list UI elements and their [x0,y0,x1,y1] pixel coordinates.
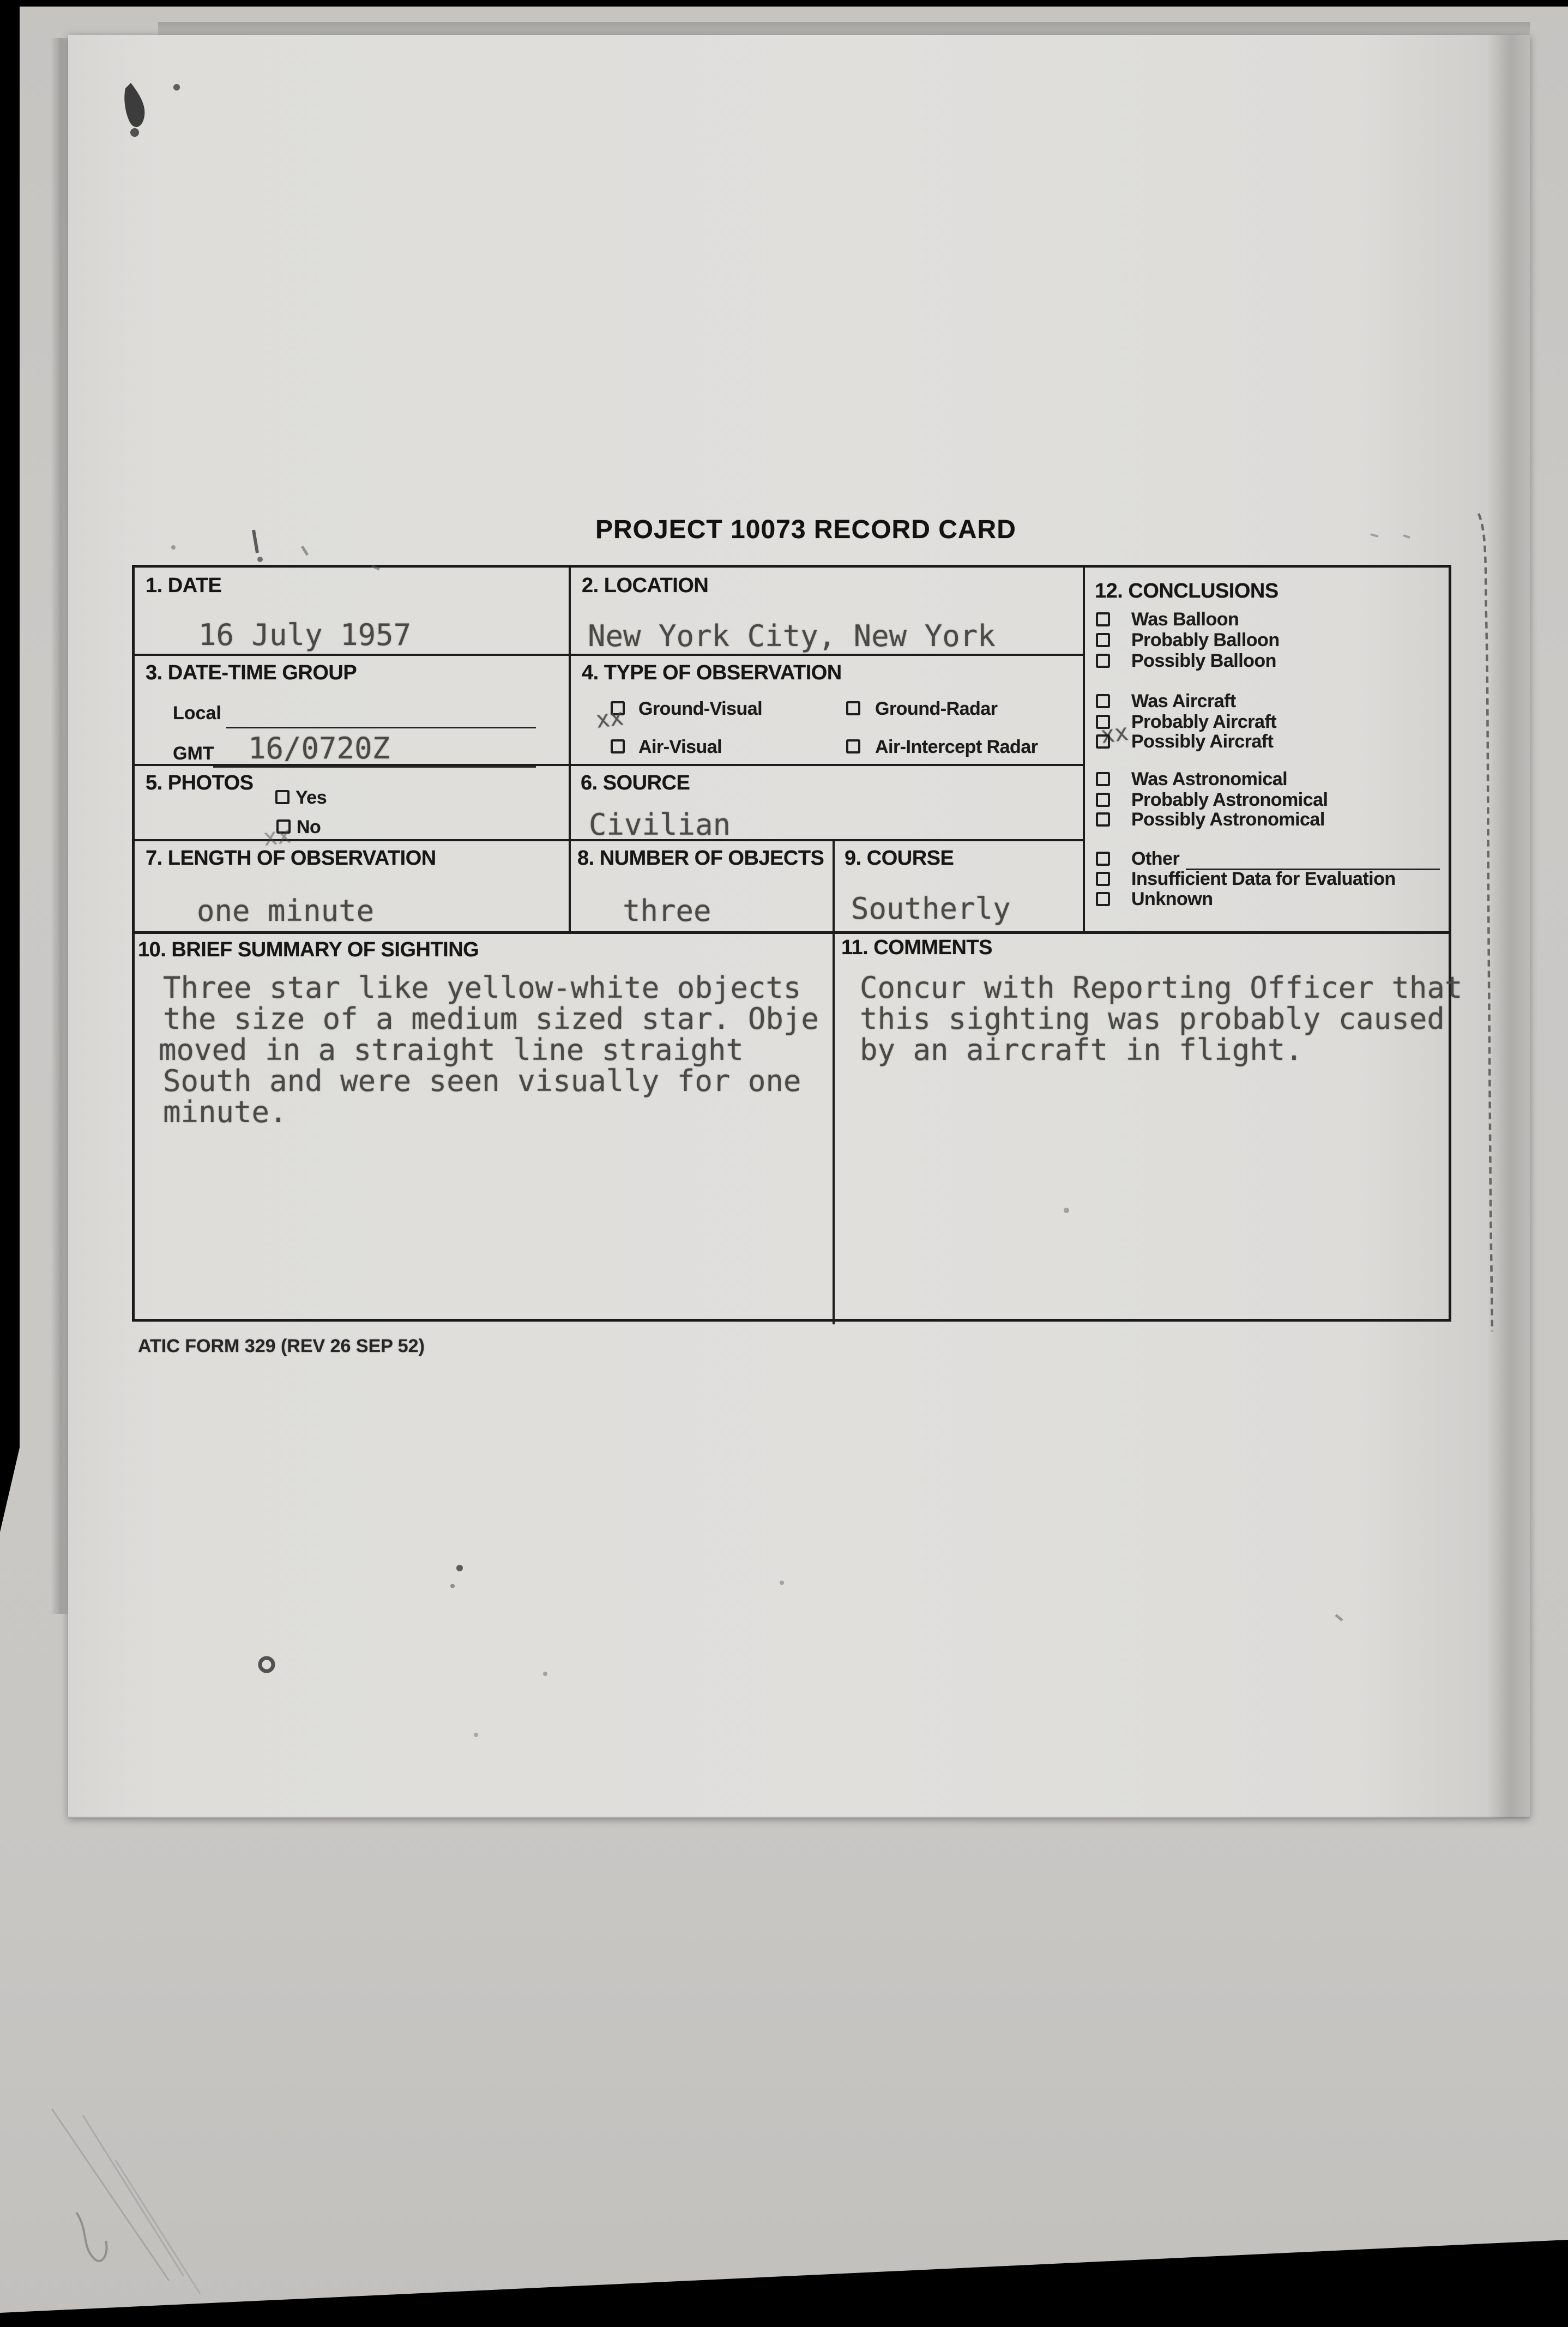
date-value: 16 July 1957 [198,618,412,652]
scan-shadow-left [51,38,69,1614]
comments-line-1: Concur with Reporting Officer that [860,970,1463,1005]
comments-line-3: by an aircraft in flight. [860,1033,1303,1067]
page-bottom-edge [68,1817,1530,1818]
was-balloon-checkbox[interactable] [1096,612,1110,626]
air-intercept-radar-label: Air-Intercept Radar [875,737,1038,757]
brief-summary-line-1: Three star like yellow-white objects [163,970,801,1005]
was-balloon-label: Was Balloon [1131,609,1239,630]
date-label: 1. DATE [146,574,222,597]
ground-radar-checkbox[interactable] [846,701,860,715]
ground-radar-label: Ground-Radar [875,698,998,719]
other-label: Other [1131,848,1180,869]
probably-balloon-checkbox[interactable] [1096,633,1110,647]
photos-no-mark: xx [262,821,293,851]
probably-aircraft-label: Probably Aircraft [1131,712,1277,732]
local-label: Local [173,703,221,724]
photos-yes-label: Yes [295,787,327,808]
photos-no-label: No [297,817,321,837]
type-of-observation-label: 4. TYPE OF OBSERVATION [582,661,842,684]
course-label: 9. COURSE [845,847,954,870]
photos-yes-checkbox[interactable] [275,790,290,804]
possibly-aircraft-label: Possibly Aircraft [1131,731,1274,752]
source-label: 6. SOURCE [581,771,690,794]
unknown-label: Unknown [1131,889,1213,909]
brief-summary-line-5: minute. [163,1095,287,1129]
gmt-underline [213,766,536,768]
ground-visual-label: Ground-Visual [638,698,763,719]
possibly-balloon-label: Possibly Balloon [1131,650,1276,671]
insufficient-data-label: Insufficient Data for Evaluation [1131,869,1396,889]
date-time-group-label: 3. DATE-TIME GROUP [146,661,357,684]
column-divider-left [569,568,571,931]
probably-astronomical-checkbox[interactable] [1096,793,1110,807]
air-visual-checkbox[interactable] [611,739,625,753]
other-checkbox[interactable] [1096,852,1110,866]
local-underline [226,727,536,728]
possibly-astronomical-checkbox[interactable] [1096,812,1110,827]
number-of-objects-label: 8. NUMBER OF OBJECTS [577,847,824,870]
brief-summary-label: 10. BRIEF SUMMARY OF SIGHTING [138,938,479,961]
was-aircraft-checkbox[interactable] [1096,694,1110,708]
air-intercept-radar-checkbox[interactable] [846,739,860,753]
was-aircraft-label: Was Aircraft [1131,691,1236,712]
course-value: Southerly [851,891,1011,926]
row-divider-4 [135,931,1449,934]
gmt-label: GMT [173,743,214,764]
conclusions-label: 12. CONCLUSIONS [1095,580,1278,602]
possibly-aircraft-checkbox[interactable] [1096,734,1110,749]
air-visual-label: Air-Visual [638,737,722,757]
possibly-astronomical-label: Possibly Astronomical [1131,809,1325,830]
column-divider-middle [833,839,835,1324]
ground-visual-mark: xx [594,703,625,733]
brief-summary-line-2: the size of a medium sized star. Obje [163,1002,819,1036]
location-value: New York City, New York [588,619,996,653]
unknown-checkbox[interactable] [1096,892,1110,906]
probably-astronomical-label: Probably Astronomical [1131,789,1328,810]
comments-label: 11. COMMENTS [841,936,992,959]
possibly-balloon-checkbox[interactable] [1096,654,1110,668]
probably-balloon-label: Probably Balloon [1131,630,1280,650]
form-number: ATIC FORM 329 (REV 26 SEP 52) [138,1336,425,1357]
source-value: Civilian [589,807,731,842]
length-of-observation-value: one minute [197,894,375,928]
comments-line-2: this sighting was probably caused [860,1002,1445,1036]
insufficient-data-checkbox[interactable] [1096,872,1110,886]
column-divider-conclusions [1083,568,1085,931]
brief-summary-line-3: moved in a straight line straight [159,1033,744,1067]
row-divider-1 [135,654,1083,656]
gmt-value: 16/0720Z [248,731,390,765]
probably-aircraft-mark: xx [1099,719,1130,749]
record-card-table [132,565,1463,1322]
scan-shadow-right [1487,35,1530,1818]
length-of-observation-label: 7. LENGTH OF OBSERVATION [146,847,436,870]
number-of-objects-value: three [623,894,711,928]
was-astronomical-checkbox[interactable] [1096,772,1110,786]
photos-label: 5. PHOTOS [146,771,254,794]
page-title: PROJECT 10073 RECORD CARD [595,515,1016,544]
brief-summary-line-4: South and were seen visually for one [163,1064,801,1098]
was-astronomical-label: Was Astronomical [1131,769,1288,789]
location-label: 2. LOCATION [582,574,709,597]
